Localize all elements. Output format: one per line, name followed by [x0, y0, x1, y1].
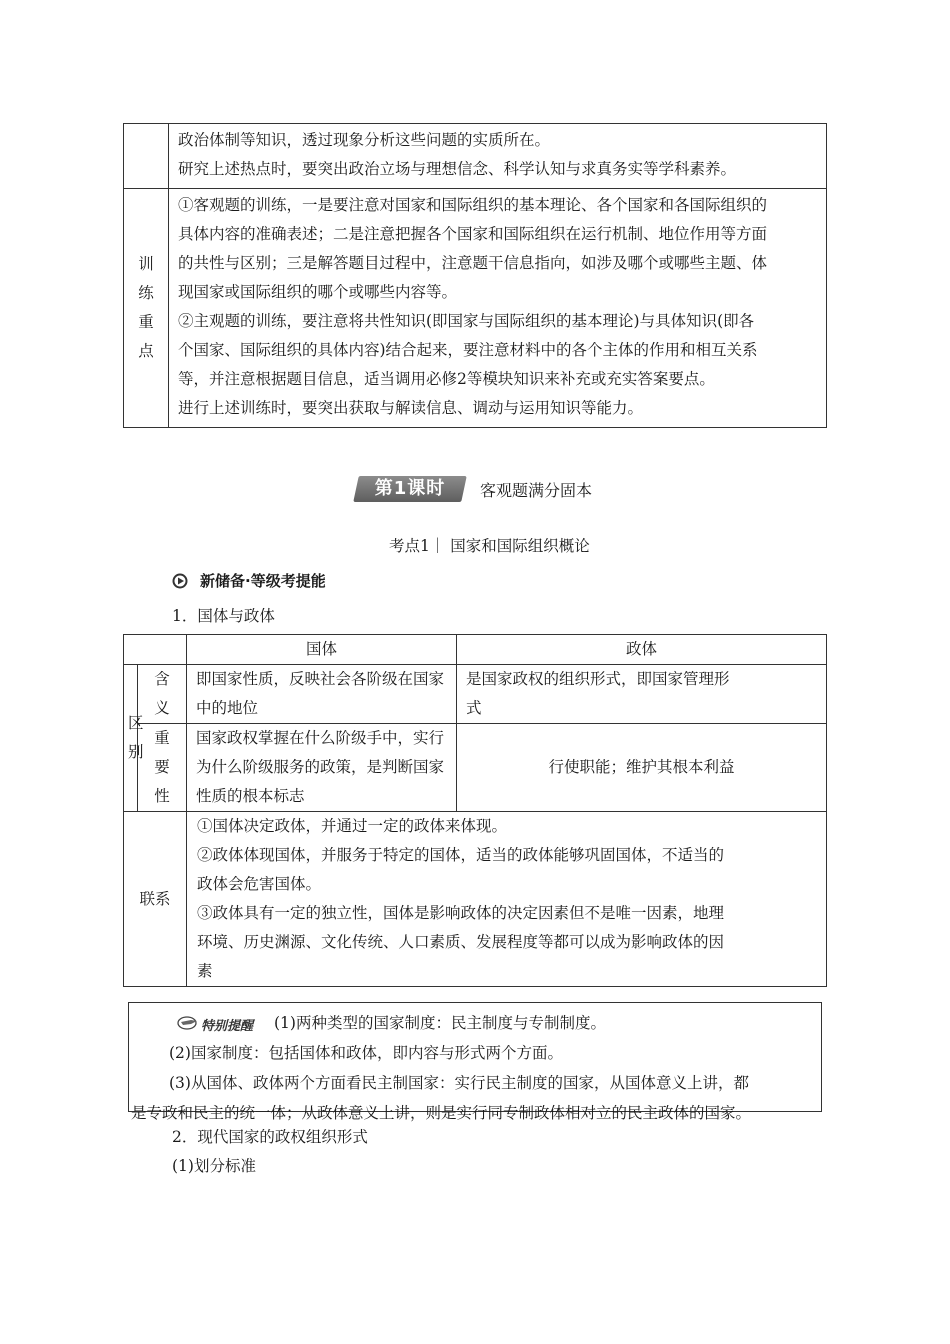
- reminder-line: 是专政和民主的统一体；从政体意义上讲，则是实行同专制政体相对立的民主政体的国家。: [131, 1104, 752, 1122]
- text-line: 政体会危害国体。: [197, 875, 322, 893]
- empty-label-cell: [124, 124, 169, 189]
- label-char: 点: [138, 342, 154, 360]
- table-row: [124, 724, 827, 812]
- meaning-guoti-cell: [187, 665, 457, 724]
- comparison-table: [123, 634, 827, 987]
- heading-state-system: 1．国体与政体: [172, 607, 275, 625]
- hand-pointer-icon: [177, 1013, 199, 1031]
- table-row: [124, 665, 827, 724]
- difference-label: [124, 665, 144, 812]
- empty-header-cell: [124, 635, 187, 665]
- text-line: 式: [466, 699, 482, 717]
- table-row: [124, 812, 827, 987]
- training-table: [123, 123, 827, 428]
- text-line: 具体内容的准确表述；二是注意把握各个国家和国际组织在运行机制、地位作用等方面: [178, 225, 768, 243]
- text-line: 是国家政权的组织形式，即国家管理形: [466, 670, 730, 688]
- text-line: ②主观题的训练，要注意将共性知识(即国家与国际组织的基本理论)与具体知识(即各: [178, 312, 755, 330]
- text-line: 的共性与区别；三是解答题目过程中，注意题干信息指向，如涉及哪个或哪些主题、体: [178, 254, 768, 272]
- meaning-label: 含义: [138, 665, 187, 724]
- text-line: 中的地位: [196, 699, 259, 717]
- header-guoti: 国体: [187, 635, 457, 665]
- text-line: 研究上述热点时，要突出政治立场与理想信念、科学认知与求真务实等学科素养。: [178, 160, 737, 178]
- text-line: 个国家、国际组织的具体内容)结合起来，要注意材料中的各个主体的作用和相互关系: [178, 341, 758, 359]
- hotspot-text-cell: [169, 124, 827, 189]
- text-line: 素: [197, 962, 213, 980]
- special-reminder-box: [128, 1002, 822, 1122]
- table-row: [124, 189, 827, 428]
- reminder-line: (1)两种类型的国家制度：民主制度与专制制度。: [274, 1014, 606, 1032]
- play-circle-icon: [172, 573, 188, 589]
- label-char: 练: [138, 284, 154, 302]
- meaning-zhengti-cell: [457, 665, 827, 724]
- training-focus-text: [169, 189, 827, 428]
- importance-label: [138, 724, 187, 812]
- text-line: 为什么阶级服务的政策，是判断国家: [196, 758, 445, 776]
- heading-government-forms: 2．现代国家的政权组织形式: [172, 1128, 368, 1146]
- relation-label: 联系: [124, 812, 187, 987]
- reminder-badge-text: 特别提醒: [201, 1019, 254, 1034]
- text-line: 重要: [154, 729, 170, 776]
- label-char: 训: [138, 255, 154, 273]
- exam-point-title: 考点1｜ 国家和国际组织概论: [389, 537, 590, 555]
- text-line: 现国家或国际组织的哪个或哪些内容等。: [178, 283, 458, 301]
- heading-classification: (1)划分标准: [172, 1157, 256, 1175]
- relation-text-cell: [187, 812, 827, 987]
- label-char: 区: [128, 714, 144, 732]
- reminder-line: (2)国家制度：包括国体和政体，即内容与形式两个方面。: [169, 1044, 563, 1062]
- text-line: ②政体体现国体，并服务于特定的国体，适当的政体能够巩固国体，不适当的: [197, 846, 725, 864]
- text-line: 国家政权掌握在什么阶级手中，实行: [196, 729, 445, 747]
- text-line: 性质的根本标志: [196, 787, 305, 805]
- label-char: 别: [128, 743, 144, 761]
- text-line: 环境、历史渊源、文化传统、人口素质、发展程度等都可以成为影响政体的因: [197, 933, 725, 951]
- training-focus-label: [124, 189, 169, 428]
- text-line: ①客观题的训练，一是要注意对国家和国际组织的基本理论、各个国家和各国际组织的: [178, 196, 768, 214]
- text-line: ③政体具有一定的独立性，国体是影响政体的决定因素但不是唯一因素，地理: [197, 904, 725, 922]
- text-line: 等，并注意根据题目信息，适当调用必修2等模块知识来补充或充实答案要点。: [178, 370, 715, 388]
- label-char: 重: [138, 313, 154, 331]
- importance-guoti-cell: [187, 724, 457, 812]
- text-line: 性: [154, 787, 170, 805]
- table-header-row: [124, 635, 827, 665]
- text-line: 即国家性质，反映社会各阶级在国家: [196, 670, 445, 688]
- lesson-subtitle: 客观题满分固本: [480, 481, 593, 500]
- header-zhengti: 政体: [457, 635, 827, 665]
- text-line: 政治体制等知识，透过现象分析这些问题的实质所在。: [178, 131, 551, 149]
- text-line: ①国体决定政体，并通过一定的政体来体现。: [197, 817, 508, 835]
- importance-zhengti-cell: 行使职能；维护其根本利益: [457, 724, 827, 812]
- section-heading-text: 新储备·等级考提能: [200, 572, 326, 590]
- lesson-badge: 第1课时: [374, 478, 446, 499]
- table-row: [124, 124, 827, 189]
- text-line: 进行上述训练时，要突出获取与解读信息、调动与运用知识等能力。: [178, 399, 644, 417]
- reminder-line: (3)从国体、政体两个方面看民主制国家：实行民主制度的国家，从国体意义上讲，都: [169, 1074, 749, 1092]
